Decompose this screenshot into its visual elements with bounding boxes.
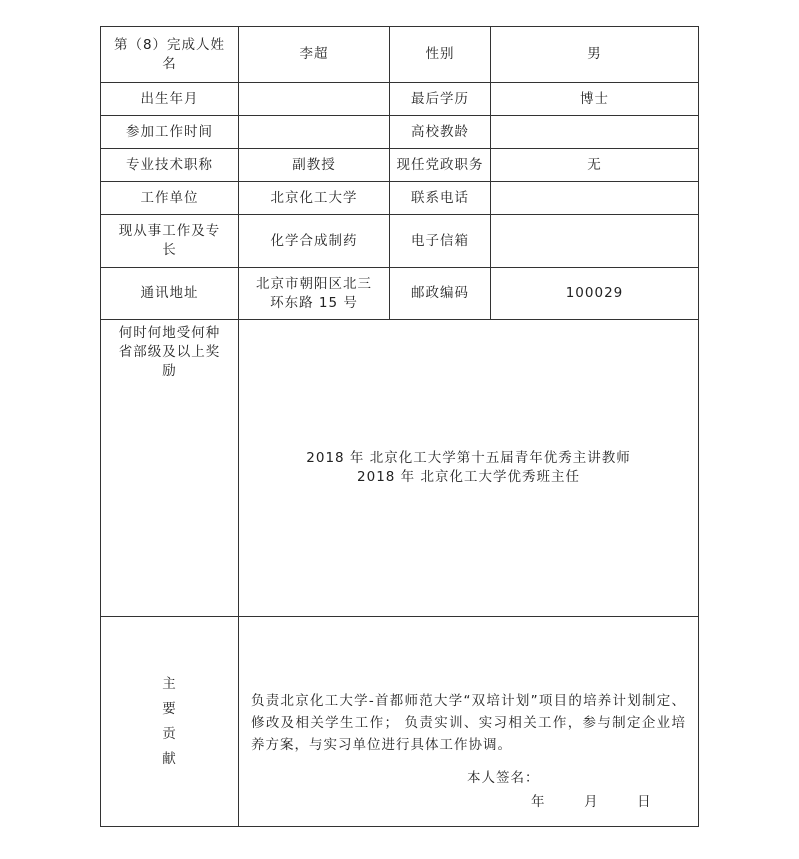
teaching-years-label: 高校教龄	[390, 116, 491, 149]
education-value: 博士	[491, 83, 699, 116]
gender-label: 性别	[390, 27, 491, 83]
award-item: 2018 年 北京化工大学优秀班主任	[357, 469, 580, 485]
date-label: 年 月 日	[531, 794, 652, 810]
email-value	[491, 215, 699, 268]
contribution-label-char: 献	[162, 750, 177, 767]
personal-info-form	[100, 26, 699, 827]
row-employer	[101, 182, 699, 215]
award-item: 2018 年 北京化工大学第十五届青年优秀主讲教师	[306, 450, 631, 466]
address-label: 通讯地址	[101, 268, 239, 320]
work-start-value	[239, 116, 390, 149]
contribution-text: 负责北京化工大学-首都师范大学“双培计划”项目的培养计划制定、修改及相关学生工作； 负责实训、实习相关工作，参与制定企业培养方案，与实习单位进行具体工作协调。	[251, 692, 686, 753]
contribution-label-char: 贡	[162, 725, 177, 742]
row-birth	[101, 83, 699, 116]
contribution-label-char: 要	[162, 700, 177, 717]
name-label: 第（8）完成人姓 名	[101, 27, 239, 83]
row-work-start	[101, 116, 699, 149]
signature-label: 本人签名：	[467, 770, 540, 786]
postcode-label: 邮政编码	[390, 268, 491, 320]
row-contribution	[101, 617, 699, 827]
teaching-years-value	[491, 116, 699, 149]
postcode-value: 100029	[491, 268, 699, 320]
contribution-content	[239, 617, 699, 827]
phone-label: 联系电话	[390, 182, 491, 215]
specialty-label: 现从事工作及专 长	[101, 215, 239, 268]
awards-content	[239, 320, 699, 617]
row-title	[101, 149, 699, 182]
contribution-label	[101, 617, 239, 827]
row-name	[101, 27, 699, 83]
email-label: 电子信箱	[390, 215, 491, 268]
awards-label: 何时何地受何种 省部级及以上奖 励	[101, 320, 239, 617]
gender-value: 男	[491, 27, 699, 83]
education-label: 最后学历	[390, 83, 491, 116]
birth-label: 出生年月	[101, 83, 239, 116]
specialty-value: 化学合成制药	[239, 215, 390, 268]
position-label: 现任党政职务	[390, 149, 491, 182]
employer-label: 工作单位	[101, 182, 239, 215]
employer-value: 北京化工大学	[239, 182, 390, 215]
contribution-label-char: 主	[162, 675, 177, 692]
title-label: 专业技术职称	[101, 149, 239, 182]
phone-value	[491, 182, 699, 215]
title-value: 副教授	[239, 149, 390, 182]
birth-value	[239, 83, 390, 116]
position-value: 无	[491, 149, 699, 182]
name-value: 李超	[239, 27, 390, 83]
row-specialty	[101, 215, 699, 268]
address-value: 北京市朝阳区北三 环东路 15 号	[239, 268, 390, 320]
row-awards	[101, 320, 699, 617]
work-start-label: 参加工作时间	[101, 116, 239, 149]
row-address	[101, 268, 699, 320]
